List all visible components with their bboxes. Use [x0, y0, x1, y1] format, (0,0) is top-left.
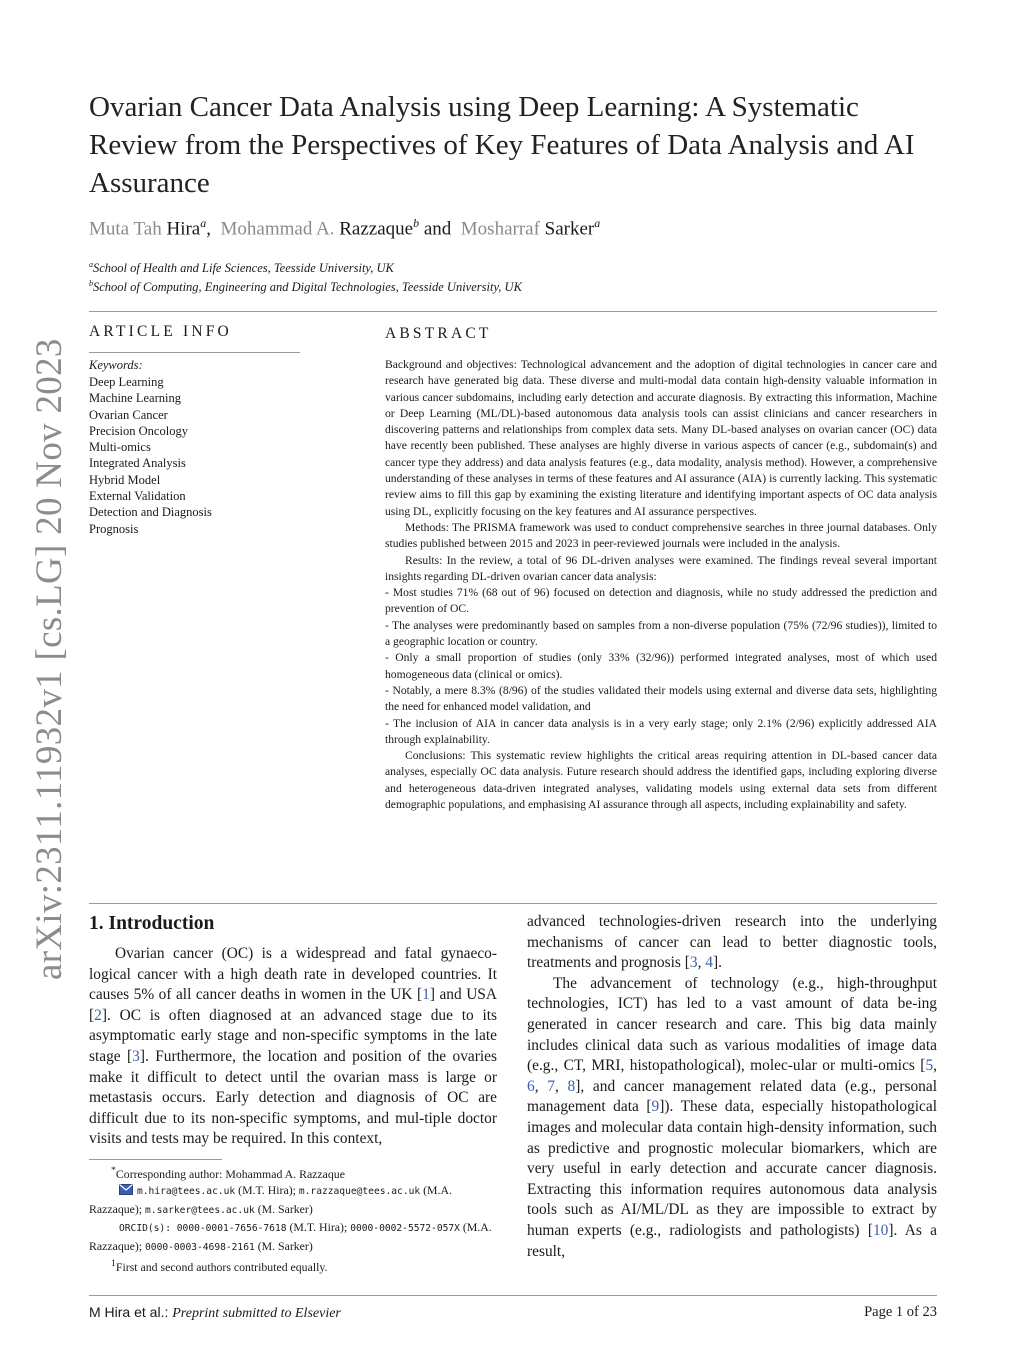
author-family-name: Sarker — [544, 218, 595, 240]
footnote-divider — [89, 1159, 222, 1160]
citation-link[interactable]: 8 — [567, 1077, 576, 1095]
body-text: Ovarian cancer (OC) is a widespread and fatal gynaeco-logical cancer with a high death rate in developed countries. It causes 5% of all cancer deaths in women in the UK [ — [89, 945, 497, 1004]
header-divider — [89, 311, 937, 312]
keyword-item: Precision Oncology — [89, 423, 188, 438]
section-heading-introduction: 1. Introduction — [89, 913, 215, 934]
body-text: , — [534, 1077, 548, 1095]
abstract-paragraph: - Notably, a mere 8.3% (8/96) of the studies validated their models using external and diverse data sets, highlighting the need for enhanced model validation, and — [385, 683, 937, 714]
footer-citation: M Hira et al.: Preprint submitted to Elsevier — [89, 1304, 341, 1321]
email-address[interactable]: m.razzaque@tees.ac.uk — [298, 1186, 421, 1198]
author-affiliation-mark: a — [200, 216, 207, 230]
abstract-body — [385, 357, 937, 813]
email-footnote — [89, 1182, 499, 1219]
email-address[interactable]: m.sarker@tees.ac.uk — [145, 1204, 255, 1216]
keyword-item: Integrated Analysis — [89, 456, 186, 471]
footer-divider — [89, 1295, 937, 1296]
body-text: , — [554, 1077, 568, 1095]
abstract-paragraph: - The inclusion of AIA in cancer data analysis is in a very early stage; only 2.1% (2/96) explicitly addressed AIA through explainability. — [385, 716, 937, 746]
intro-paragraph-continued — [527, 912, 937, 974]
keyword-item: Machine Learning — [89, 391, 181, 406]
citation-link[interactable]: 10 — [872, 1221, 889, 1239]
author-separator: and — [419, 218, 461, 240]
intro-paragraph-2 — [527, 974, 937, 1262]
intro-left-column — [89, 944, 497, 1150]
body-text: , — [933, 1057, 937, 1075]
citation-link[interactable]: 3 — [689, 954, 698, 972]
abstract-divider — [89, 903, 937, 904]
corresponding-author-note: *Corresponding author: Mohammad A. Razzaque — [111, 1165, 345, 1181]
footnotes — [89, 1163, 499, 1276]
citation-link[interactable]: 3 — [132, 1047, 140, 1065]
page-number: Page 1 of 23 — [864, 1304, 937, 1320]
author-separator: , — [206, 218, 221, 240]
body-text: advanced technologies-driven research into the underlying mechanisms of cancer can lead to better diagnostic tools, treatments and prognosis [ — [527, 913, 937, 972]
citation-link[interactable]: 2 — [94, 1006, 102, 1024]
body-text: The advancement of technology (e.g., high-throughput technologies, ICT) has led to a vast amount of data be-ing generated in cancer research and care. This big data mainly includes clinical data such as various modalities of image data (e.g., CT, MRI, histopathological), molec-ular or multi-omics [ — [527, 974, 937, 1075]
abstract-paragraph: Results: In the review, a total of 96 DL-driven analyses were examined. The findings reveal several important insights regarding DL-driven ovarian cancer data analysis: — [385, 553, 937, 583]
author-family-name: Hira — [166, 218, 201, 240]
keyword-item: External Validation — [89, 489, 186, 504]
author-family-name: Razzaque — [339, 218, 414, 240]
abstract-paragraph: Conclusions: This systematic review highlights the critical areas requiring attention in DL-based cancer data analyses, especially OC data analysis. Future research should address the identified gaps, including exploring diverse and heterogeneous data-driven integrated analyses, validating models using external data sets from different demographic populations, and emphasising AI assurance through all aspects, including explainability and safety. — [385, 749, 937, 812]
article-info-heading: ARTICLE INFO — [89, 323, 232, 340]
body-text: ]). These data, especially histopathological images and molecular data contain high-density information, such as predictive and prognostic molecular biomarkers, which are very useful in early detection and accurate cancer diagnosis. Extracting this information requires autonomous data analysis tools such as AI/ML/DL as they are impossible to extract by human experts (e.g., radiologists and pathologists) [ — [527, 1098, 937, 1239]
abstract-heading: ABSTRACT — [385, 325, 492, 342]
body-text: ]. — [712, 954, 722, 972]
keywords-label: Keywords: — [89, 358, 143, 372]
keyword-item: Ovarian Cancer — [89, 407, 168, 422]
keyword-item: Prognosis — [89, 521, 139, 536]
abstract-paragraph: - Only a small proportion of studies (only 33% (32/96)) performed integrated analyses, most of which used homogeneous data (clinical or omics). — [385, 651, 937, 681]
body-text: , — [697, 954, 706, 972]
author-given-name: Muta Tah — [89, 218, 162, 240]
author-given-name: Mosharraf — [460, 218, 540, 240]
orcid-id[interactable]: 0000-0003-4698-2161 — [145, 1241, 255, 1253]
orcid-owner: (M.T. Hira); — [286, 1220, 351, 1235]
orcid-label: ORCID(s): — [119, 1223, 177, 1235]
paper-title: Ovarian Cancer Data Analysis using Deep Learning: A Systematic Review from the Perspectives of Key Features of Data Analysis and AI Assurance — [89, 91, 915, 199]
equal-contribution-note: $^1$First and second authors contributed equally. — [111, 1258, 328, 1275]
keyword-item: Hybrid Model — [89, 472, 161, 487]
envelope-icon — [119, 1184, 133, 1195]
keyword-list — [89, 374, 212, 537]
keyword-item: Multi-omics — [89, 440, 151, 455]
orcid-owner: (M.A. Razzaque); — [89, 1220, 495, 1253]
abstract-paragraph: - The analyses were predominantly based on samples from a non-diverse population (75% (72/96 studies)), limited to a geographic location or country. — [385, 618, 937, 649]
affiliation-b: $^b$School of Computing, Engineering and Digital Technologies, Teesside University, UK — [89, 279, 522, 295]
email-owner: (M. Sarker) — [254, 1201, 313, 1216]
keyword-item: Deep Learning — [89, 375, 164, 389]
orcid-footnote — [89, 1219, 499, 1256]
abstract-paragraph: Methods: The PRISMA framework was used to conduct comprehensive searches in three journal databases. Only studies published between 2015 and 2023 in peer-reviewed journals were included in the analysis. — [385, 520, 937, 551]
author-affiliation-mark: b — [413, 216, 420, 230]
body-text: ]. As a result, — [527, 1221, 937, 1260]
article-info-divider — [89, 352, 300, 353]
abstract-paragraph: - Most studies 71% (68 out of 96) focused on detection and diagnosis, while no study addressed the prediction and prevention of OC. — [385, 586, 937, 616]
author-list — [89, 216, 600, 240]
email-address[interactable]: m.hira@tees.ac.uk — [137, 1186, 236, 1198]
orcid-id[interactable]: 0000-0001-7656-7618 — [176, 1223, 287, 1235]
author-given-name: Mohammad A. — [220, 218, 335, 240]
author-affiliation-mark: a — [594, 216, 601, 230]
affiliation-a: $^a$School of Health and Life Sciences, Teesside University, UK — [89, 260, 394, 276]
email-owner: (M.T. Hira); — [235, 1183, 299, 1198]
citation-link[interactable]: 5 — [925, 1057, 934, 1075]
body-text: ]. Furthermore, the location and position of the ovaries make it difficult to detect until the ovarian mass is large or metastasis occurs. Early detection and diagnosis of OC are difficult due to its non-specific symptoms, and mul-tiple doctor visits and tests may be required. In this context, — [89, 1047, 497, 1148]
citation-link[interactable]: 6 — [527, 1077, 535, 1095]
citation-link[interactable]: 4 — [705, 954, 713, 972]
email-owner: (M.A. Razzaque); — [89, 1183, 455, 1216]
arxiv-side-stamp: arXiv:2311.11932v1 [cs.LG] 20 Nov 2023 — [29, 338, 70, 980]
citation-link[interactable]: 1 — [422, 986, 430, 1004]
body-text: ] and USA [ — [89, 986, 497, 1024]
orcid-id[interactable]: 0000-0002-5572-057X — [350, 1223, 460, 1235]
keyword-item: Detection and Diagnosis — [89, 505, 212, 520]
citation-link[interactable]: 9 — [651, 1098, 660, 1116]
intro-paragraph-1 — [89, 944, 497, 1150]
abstract-paragraph: Background and objectives: Technological advancement and the adoption of digital technologies in cancer care and research have generated big data. These diverse and multi-modal data contain high-density valuable information in various cancer subdomains, including early detection and accurate diagnosis. By extracting this information, Machine or Deep Learning (ML/DL)-based autonomous data analysis tools can assist clinicians and cancer researchers in discovering patterns and relationships from complex data sets. Many DL-based analyses on ovarian cancer (OC) data have recently been published. These analyses are highly diverse in various aspects of cancer (e.g., subdomain(s) and cancer type they address) and data analysis features (e.g., data modality, analysis method). However, a comprehensive understanding of these analyses in terms of these features and AI assurance (AIA) is currently lacking. This systematic review aims to fill this gap by examining the existing literature and identifying important aspects of OC data analysis using DL, explicitly focusing on the key features and AI assurance perspectives. — [385, 358, 937, 518]
body-text: ]. OC is often diagnosed at an advanced stage due to its asymptomatic early stage and non-specific symptoms in the late stage [ — [89, 1006, 497, 1065]
citation-link[interactable]: 7 — [547, 1077, 555, 1095]
body-text: ], and cancer management related data (e.g., personal management data [ — [527, 1077, 937, 1116]
intro-right-column — [527, 912, 937, 1262]
orcid-owner: (M. Sarker) — [254, 1238, 313, 1253]
